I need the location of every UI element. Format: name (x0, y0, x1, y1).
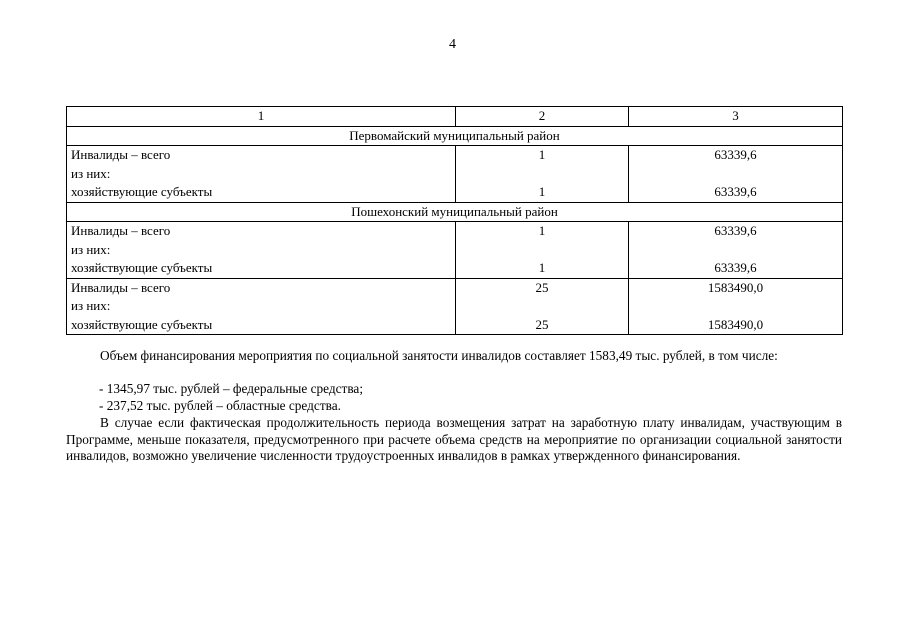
column-header: 3 (629, 107, 843, 127)
section-title: Пошехонский муниципальный район (67, 202, 843, 222)
amount-total: 63339,6 (714, 223, 757, 238)
federal-funds-item: - 1345,97 тыс. рублей – федеральные средства; (99, 381, 364, 396)
count-total: 1 (538, 223, 546, 238)
label-sub: хозяйствующие субъекты (71, 260, 213, 275)
financing-table (66, 106, 843, 335)
amount-sub: 63339,6 (714, 260, 757, 275)
amount-total: 63339,6 (714, 147, 757, 162)
row-counts (456, 222, 629, 279)
label-of: из них: (71, 165, 111, 181)
section-title-row (67, 202, 843, 222)
section-title: Первомайский муниципальный район (67, 126, 843, 146)
financing-paragraph: Объем финансирования мероприятия по социальной занятости инвалидов составляет 1583,49 тыс. рублей, в том числе: (100, 348, 778, 363)
label-total: Инвалиды – всего (71, 223, 171, 238)
label-sub: хозяйствующие субъекты (71, 316, 213, 332)
label-sub: хозяйствующие субъекты (71, 184, 213, 199)
conditions-paragraph: В случае если фактическая продолжительность периода возмещения затрат на заработную плату инвалидам, участвующим в Программе, меньше показателя, предусмотренного при расчете объема средств на мероприятие по организации социальной занятости инвалидов, возможно увеличение численности трудоустроенных инвалидов в рамках утвержденного финансирования. (66, 415, 842, 464)
table-row (67, 222, 843, 279)
row-labels (67, 278, 456, 335)
amount-total: 1583490,0 (707, 279, 764, 295)
regional-funds-item: - 237,52 тыс. рублей – областные средства. (99, 398, 341, 413)
column-header: 1 (67, 107, 456, 127)
totals-row (67, 278, 843, 335)
row-counts (456, 278, 629, 335)
table-row (67, 146, 843, 203)
count-sub: 25 (535, 316, 549, 332)
page-number: 4 (449, 37, 456, 52)
count-sub: 1 (538, 260, 546, 275)
count-total: 1 (538, 147, 546, 162)
row-amounts (629, 146, 843, 203)
row-labels (67, 222, 456, 279)
table-header-row (67, 107, 843, 127)
column-header: 2 (456, 107, 629, 127)
amount-sub: 1583490,0 (707, 316, 764, 332)
label-total: Инвалиды – всего (71, 279, 171, 295)
row-amounts (629, 278, 843, 335)
label-of: из них: (71, 241, 111, 257)
count-sub: 1 (538, 184, 546, 199)
label-total: Инвалиды – всего (71, 147, 171, 162)
row-amounts (629, 222, 843, 279)
row-counts (456, 146, 629, 203)
section-title-row (67, 126, 843, 146)
count-total: 25 (535, 279, 549, 295)
row-labels (67, 146, 456, 203)
label-of: из них: (71, 298, 111, 313)
amount-sub: 63339,6 (714, 184, 757, 199)
